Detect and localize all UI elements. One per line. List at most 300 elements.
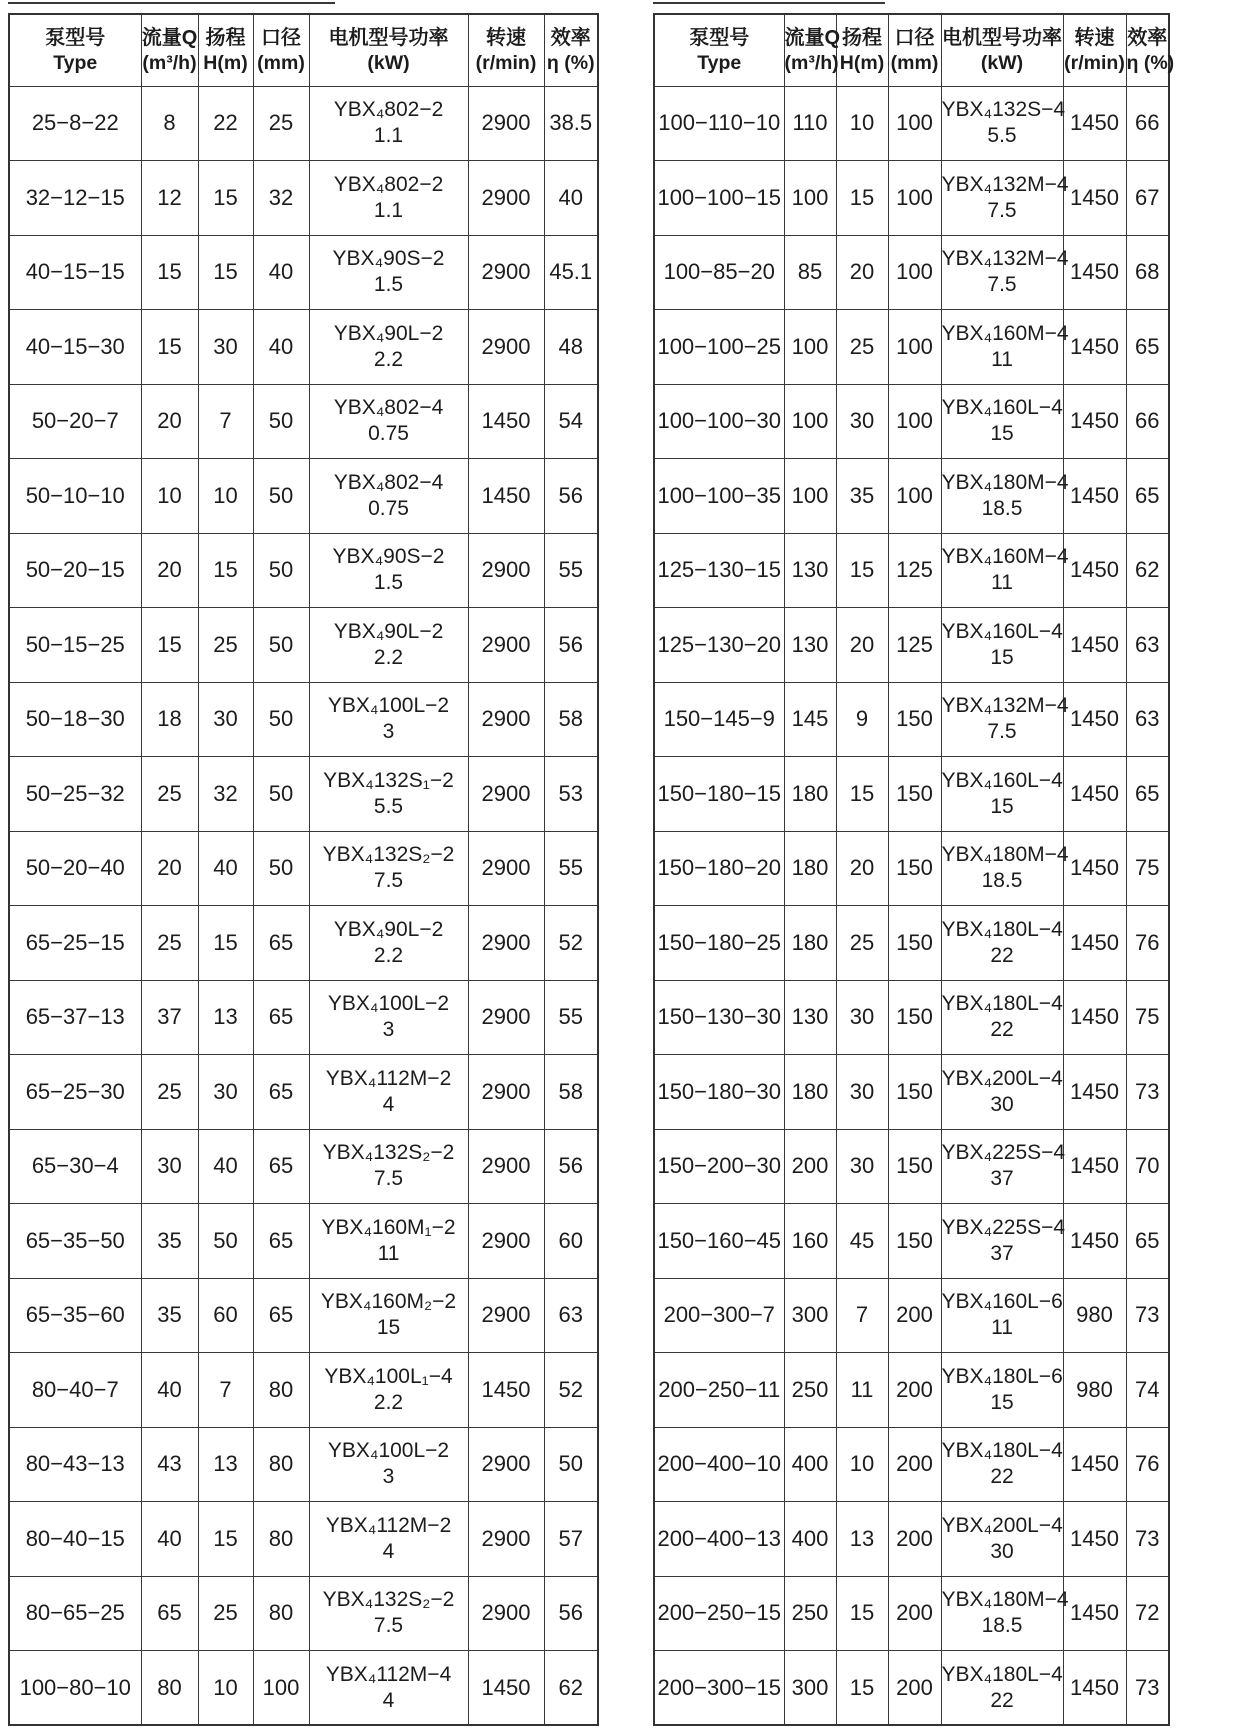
cell-dn: 32	[253, 161, 309, 236]
cell-type: 150−130−30	[654, 980, 784, 1055]
col-header-label-unit: (kW)	[980, 51, 1024, 74]
cell-head: 15	[198, 533, 253, 608]
cell-flow: 18	[141, 682, 198, 757]
cell-eff: 55	[544, 533, 598, 608]
cell-dn: 100	[888, 161, 941, 236]
cell-eff: 63	[1126, 608, 1169, 683]
cell-motor	[309, 1129, 468, 1204]
cell-eff: 53	[544, 757, 598, 832]
cell-motor	[309, 980, 468, 1055]
motor-power-kw: 11	[991, 347, 1013, 371]
cell-head: 40	[198, 831, 253, 906]
cell-flow: 300	[784, 1651, 836, 1726]
cell-motor	[941, 682, 1069, 757]
cell-eff: 65	[1126, 310, 1169, 385]
cell-motor	[309, 608, 468, 683]
motor-model: YBX₄180M−4	[941, 470, 1069, 494]
motor-power-kw: 37	[990, 1241, 1014, 1265]
cell-flow: 20	[141, 831, 198, 906]
cell-head: 50	[198, 1204, 253, 1279]
cell-speed: 2900	[468, 86, 544, 161]
motor-power-kw: 18.5	[981, 869, 1023, 893]
cell-flow: 400	[784, 1502, 836, 1577]
cell-eff: 55	[544, 980, 598, 1055]
cell-motor	[941, 533, 1069, 608]
motor-model: YBX₄90L−2	[333, 619, 444, 643]
col-header-label-unit: (mm)	[257, 51, 305, 74]
table-row	[654, 86, 1169, 161]
table-header	[9, 14, 598, 86]
motor-model: YBX₄160M₂−2	[320, 1290, 457, 1314]
cell-head: 7	[198, 1353, 253, 1428]
motor-model: YBX₄100L₁−4	[324, 1364, 453, 1388]
motor-power-kw: 2.2	[373, 347, 404, 371]
cell-motor	[309, 533, 468, 608]
cell-eff: 57	[544, 1502, 598, 1577]
motor-power-kw: 11	[991, 571, 1013, 595]
cell-flow: 110	[784, 86, 836, 161]
motor-model: YBX₄225S−4	[941, 1215, 1066, 1239]
cell-motor	[941, 906, 1063, 981]
cell-eff: 56	[544, 459, 598, 534]
cell-type: 80−40−7	[9, 1353, 141, 1428]
cell-speed: 2900	[468, 757, 544, 832]
motor-power-kw: 2.2	[373, 1390, 404, 1414]
cell-head: 15	[198, 1502, 253, 1577]
motor-model: YBX₄160L−4	[941, 396, 1063, 420]
col-header-speed	[468, 14, 544, 86]
cell-motor	[941, 459, 1069, 534]
cell-dn: 65	[253, 1278, 309, 1353]
cell-head: 40	[198, 1129, 253, 1204]
cell-motor	[309, 235, 468, 310]
cell-motor	[941, 980, 1063, 1055]
table-row	[654, 1055, 1169, 1130]
cell-motor	[941, 310, 1069, 385]
cell-dn: 40	[253, 235, 309, 310]
col-header-label-zh: 电机型号功率	[942, 26, 1062, 49]
cell-flow: 180	[784, 906, 836, 981]
col-header-label-unit: η (%)	[546, 51, 595, 74]
cell-type: 50−18−30	[9, 682, 141, 757]
motor-model: YBX₄200L−4	[941, 1513, 1063, 1537]
col-header-label-unit: (r/min)	[475, 51, 537, 74]
motor-power-kw: 2.2	[373, 943, 404, 967]
cell-flow: 25	[141, 1055, 198, 1130]
motor-power-kw: 22	[990, 943, 1014, 967]
cell-motor	[941, 86, 1066, 161]
table-row	[654, 831, 1169, 906]
motor-power-kw: 7.5	[373, 1167, 404, 1191]
motor-model: YBX₄90L−2	[333, 917, 444, 941]
cell-flow: 100	[784, 310, 836, 385]
cell-head: 13	[198, 1427, 253, 1502]
cell-type: 40−15−15	[9, 235, 141, 310]
cell-flow: 12	[141, 161, 198, 236]
motor-power-kw: 18.5	[981, 1614, 1023, 1638]
table-row	[9, 310, 598, 385]
motor-model: YBX₄132S₂−2	[322, 843, 455, 867]
cell-speed: 2900	[468, 1278, 544, 1353]
cell-type: 200−300−15	[654, 1651, 784, 1726]
cell-type: 100−100−25	[654, 310, 784, 385]
cell-speed: 1450	[1063, 161, 1126, 236]
table-row	[9, 1502, 598, 1577]
cell-type: 150−180−25	[654, 906, 784, 981]
cell-speed: 2900	[468, 980, 544, 1055]
cell-eff: 40	[544, 161, 598, 236]
cell-type: 100−110−10	[654, 86, 784, 161]
cell-motor	[941, 1651, 1063, 1726]
cell-head: 35	[836, 459, 888, 534]
col-header-label-zh: 泵型号	[45, 26, 106, 49]
cell-eff: 38.5	[544, 86, 598, 161]
cell-speed: 1450	[1063, 86, 1126, 161]
table-row	[9, 533, 598, 608]
cell-motor	[941, 831, 1069, 906]
motor-power-kw: 1.1	[373, 124, 404, 148]
cell-speed: 2900	[468, 682, 544, 757]
cell-speed: 2900	[468, 1204, 544, 1279]
col-header-label-zh: 流量Q	[784, 26, 841, 49]
cell-motor	[941, 161, 1069, 236]
table-row	[654, 1129, 1169, 1204]
cell-dn: 65	[253, 980, 309, 1055]
col-header-label-unit: H(m)	[839, 51, 885, 74]
cell-motor	[941, 1129, 1066, 1204]
cell-type: 80−40−15	[9, 1502, 141, 1577]
cell-type: 100−100−15	[654, 161, 784, 236]
cell-dn: 80	[253, 1427, 309, 1502]
cell-head: 30	[836, 1129, 888, 1204]
cell-eff: 48	[544, 310, 598, 385]
table-row	[9, 1278, 598, 1353]
cell-eff: 72	[1126, 1576, 1169, 1651]
cell-type: 80−43−13	[9, 1427, 141, 1502]
cell-type: 100−100−30	[654, 384, 784, 459]
cell-flow: 15	[141, 608, 198, 683]
cell-head: 15	[836, 533, 888, 608]
cell-head: 15	[836, 757, 888, 832]
cell-flow: 250	[784, 1576, 836, 1651]
cell-head: 15	[198, 235, 253, 310]
motor-model: YBX₄200L−4	[941, 1066, 1063, 1090]
cell-speed: 1450	[1063, 1651, 1126, 1726]
cell-head: 25	[836, 310, 888, 385]
cell-speed: 1450	[1063, 235, 1126, 310]
cell-motor	[309, 1502, 468, 1577]
table-row	[9, 1651, 598, 1726]
table-row	[654, 1427, 1169, 1502]
cell-eff: 56	[544, 1576, 598, 1651]
motor-model: YBX₄112M−4	[325, 1662, 452, 1686]
cell-speed: 2900	[468, 608, 544, 683]
cell-motor	[309, 682, 468, 757]
cell-speed: 1450	[1063, 980, 1126, 1055]
col-header-label-unit: Type	[53, 51, 98, 74]
motor-power-kw: 3	[382, 720, 395, 744]
cell-motor	[941, 757, 1063, 832]
table-row	[654, 906, 1169, 981]
cell-type: 100−100−35	[654, 459, 784, 534]
motor-model: YBX₄132S₁−2	[323, 768, 454, 792]
cell-dn: 150	[888, 682, 941, 757]
col-header-label-unit: (m³/h)	[142, 51, 197, 74]
cell-eff: 56	[544, 1129, 598, 1204]
cell-flow: 40	[141, 1502, 198, 1577]
cell-flow: 25	[141, 906, 198, 981]
motor-model: YBX₄100L−2	[327, 694, 450, 718]
cell-dn: 125	[888, 533, 941, 608]
cell-eff: 63	[1126, 682, 1169, 757]
cell-dn: 150	[888, 1204, 941, 1279]
motor-power-kw: 4	[382, 1688, 395, 1712]
motor-power-kw: 15	[990, 422, 1014, 446]
table-row	[654, 757, 1169, 832]
motor-model: YBX₄802−2	[333, 98, 444, 122]
cell-head: 20	[836, 608, 888, 683]
cell-speed: 980	[1063, 1278, 1126, 1353]
cell-type: 32−12−15	[9, 161, 141, 236]
col-header-label-zh: 泵型号	[689, 26, 750, 49]
cell-motor	[941, 235, 1069, 310]
header-row	[654, 14, 1169, 86]
cell-head: 11	[836, 1353, 888, 1428]
table-body	[654, 86, 1169, 1725]
cell-flow: 100	[784, 161, 836, 236]
cell-type: 200−400−13	[654, 1502, 784, 1577]
cell-flow: 20	[141, 384, 198, 459]
table-row	[654, 1204, 1169, 1279]
col-header-label-zh: 口径	[261, 26, 301, 49]
col-header-head	[198, 14, 253, 86]
cell-type: 25−8−22	[9, 86, 141, 161]
cell-eff: 76	[1126, 1427, 1169, 1502]
motor-model: YBX₄180L−6	[941, 1364, 1063, 1388]
table-row	[654, 682, 1169, 757]
motor-power-kw: 7.5	[987, 720, 1017, 744]
table-row	[9, 757, 598, 832]
col-header-label-unit: (mm)	[890, 51, 939, 74]
cell-dn: 50	[253, 533, 309, 608]
motor-model: YBX₄180L−4	[941, 1662, 1063, 1686]
table-row	[654, 459, 1169, 534]
motor-model: YBX₄90S−2	[332, 545, 445, 569]
cell-eff: 70	[1126, 1129, 1169, 1204]
cell-flow: 10	[141, 459, 198, 534]
table-row	[9, 831, 598, 906]
cell-head: 25	[198, 1576, 253, 1651]
motor-model: YBX₄90L−2	[333, 321, 444, 345]
motor-power-kw: 15	[990, 1390, 1014, 1414]
cell-motor	[309, 1278, 468, 1353]
col-header-eff	[1126, 14, 1175, 86]
cell-flow: 180	[784, 831, 836, 906]
motor-power-kw: 2.2	[373, 645, 404, 669]
col-header-label-unit: Type	[697, 51, 742, 74]
cell-dn: 200	[888, 1502, 941, 1577]
cell-speed: 2900	[468, 1427, 544, 1502]
cell-head: 30	[198, 1055, 253, 1130]
cell-speed: 1450	[1063, 682, 1126, 757]
cell-dn: 80	[253, 1502, 309, 1577]
table-row	[9, 384, 598, 459]
cell-type: 100−80−10	[9, 1651, 141, 1726]
pump-spec-table-left	[8, 13, 599, 1726]
cell-dn: 50	[253, 757, 309, 832]
cell-type: 65−30−4	[9, 1129, 141, 1204]
cell-speed: 1450	[468, 1651, 544, 1726]
cell-flow: 30	[141, 1129, 198, 1204]
cell-type: 40−15−30	[9, 310, 141, 385]
table-row	[654, 1502, 1169, 1577]
cell-eff: 65	[1126, 757, 1169, 832]
cell-speed: 1450	[1063, 384, 1126, 459]
col-header-dn	[888, 14, 941, 86]
cell-eff: 66	[1126, 384, 1169, 459]
col-header-flow	[784, 14, 841, 86]
cell-dn: 40	[253, 310, 309, 385]
cell-flow: 130	[784, 608, 836, 683]
col-header-flow	[141, 14, 198, 86]
cell-speed: 2900	[468, 310, 544, 385]
motor-model: YBX₄160L−6	[941, 1290, 1063, 1314]
cell-motor	[941, 384, 1063, 459]
cell-speed: 1450	[1063, 1427, 1126, 1502]
cell-dn: 150	[888, 757, 941, 832]
motor-power-kw: 0.75	[368, 422, 409, 446]
cell-head: 10	[198, 1651, 253, 1726]
pump-spec-table-right	[653, 13, 1175, 1726]
motor-power-kw: 11	[377, 1241, 400, 1265]
col-header-type	[654, 14, 784, 86]
table-row	[9, 459, 598, 534]
cell-dn: 25	[253, 86, 309, 161]
cell-flow: 100	[784, 384, 836, 459]
motor-model: YBX₄802−4	[333, 470, 444, 494]
cell-head: 15	[198, 906, 253, 981]
cell-head: 15	[836, 161, 888, 236]
cell-eff: 73	[1126, 1278, 1169, 1353]
cell-eff: 58	[544, 682, 598, 757]
cell-motor	[941, 1576, 1069, 1651]
cell-type: 150−180−20	[654, 831, 784, 906]
cell-head: 13	[836, 1502, 888, 1577]
motor-model: YBX₄90S−2	[332, 247, 445, 271]
cell-type: 65−25−15	[9, 906, 141, 981]
cell-motor	[309, 1651, 468, 1726]
cell-flow: 43	[141, 1427, 198, 1502]
cell-eff: 50	[544, 1427, 598, 1502]
motor-model: YBX₄132M−4	[941, 694, 1069, 718]
cell-eff: 65	[1126, 459, 1169, 534]
motor-model: YBX₄112M−2	[325, 1513, 452, 1537]
cell-type: 150−180−15	[654, 757, 784, 832]
cell-speed: 1450	[1063, 906, 1126, 981]
motor-model: YBX₄802−4	[333, 396, 444, 420]
cell-flow: 130	[784, 980, 836, 1055]
motor-model: YBX₄802−2	[333, 172, 444, 196]
motor-model: YBX₄132S−4	[941, 98, 1066, 122]
cell-type: 100−85−20	[654, 235, 784, 310]
table-header	[654, 14, 1175, 86]
cell-speed: 1450	[1063, 1204, 1126, 1279]
cell-motor	[941, 1055, 1063, 1130]
cell-speed: 1450	[468, 459, 544, 534]
cell-head: 30	[198, 682, 253, 757]
table-row	[654, 384, 1169, 459]
cell-motor	[309, 1353, 468, 1428]
motor-model: YBX₄180L−4	[941, 992, 1063, 1016]
motor-power-kw: 4	[382, 1092, 395, 1116]
cell-speed: 2900	[468, 1502, 544, 1577]
cell-eff: 75	[1126, 980, 1169, 1055]
cell-dn: 150	[888, 831, 941, 906]
cell-eff: 63	[544, 1278, 598, 1353]
motor-power-kw: 3	[382, 1018, 395, 1042]
col-header-type	[9, 14, 141, 86]
motor-model: YBX₄132M−4	[941, 172, 1069, 196]
cell-motor	[309, 757, 468, 832]
cell-dn: 150	[888, 980, 941, 1055]
col-header-label-zh: 效率	[1127, 26, 1168, 49]
cell-head: 13	[198, 980, 253, 1055]
motor-power-kw: 37	[990, 1167, 1014, 1191]
col-header-label-unit: (m³/h)	[784, 51, 839, 74]
cell-speed: 1450	[1063, 310, 1126, 385]
cell-dn: 50	[253, 459, 309, 534]
cell-flow: 80	[141, 1651, 198, 1726]
cell-head: 22	[198, 86, 253, 161]
cell-speed: 1450	[1063, 1129, 1126, 1204]
cell-dn: 200	[888, 1576, 941, 1651]
cell-type: 200−400−10	[654, 1427, 784, 1502]
cell-motor	[941, 1278, 1063, 1353]
table-row	[9, 1055, 598, 1130]
cell-motor	[309, 310, 468, 385]
col-header-label-zh: 转速	[486, 26, 526, 49]
cell-type: 125−130−15	[654, 533, 784, 608]
cell-head: 7	[836, 1278, 888, 1353]
cell-eff: 73	[1126, 1055, 1169, 1130]
col-header-label-zh: 流量Q	[141, 26, 198, 49]
cell-head: 30	[836, 384, 888, 459]
cell-speed: 2900	[468, 906, 544, 981]
cell-dn: 100	[888, 235, 941, 310]
cell-eff: 62	[1126, 533, 1169, 608]
cell-dn: 200	[888, 1427, 941, 1502]
cell-speed: 2900	[468, 161, 544, 236]
cell-flow: 15	[141, 235, 198, 310]
table-row	[9, 980, 598, 1055]
cell-flow: 8	[141, 86, 198, 161]
cell-flow: 65	[141, 1576, 198, 1651]
cell-head: 60	[198, 1278, 253, 1353]
cell-eff: 73	[1126, 1651, 1169, 1726]
col-header-dn	[253, 14, 309, 86]
col-header-eff	[544, 14, 598, 86]
col-header-label-unit: (kW)	[367, 51, 410, 74]
cell-motor	[941, 608, 1063, 683]
cell-flow: 35	[141, 1204, 198, 1279]
cell-eff: 58	[544, 1055, 598, 1130]
cell-speed: 1450	[1063, 1502, 1126, 1577]
col-header-label-zh: 口径	[894, 26, 935, 49]
motor-model: YBX₄132S₂−2	[322, 1588, 455, 1612]
cell-head: 10	[836, 1427, 888, 1502]
table-row	[9, 1204, 598, 1279]
col-header-label-unit: η (%)	[1126, 51, 1175, 74]
